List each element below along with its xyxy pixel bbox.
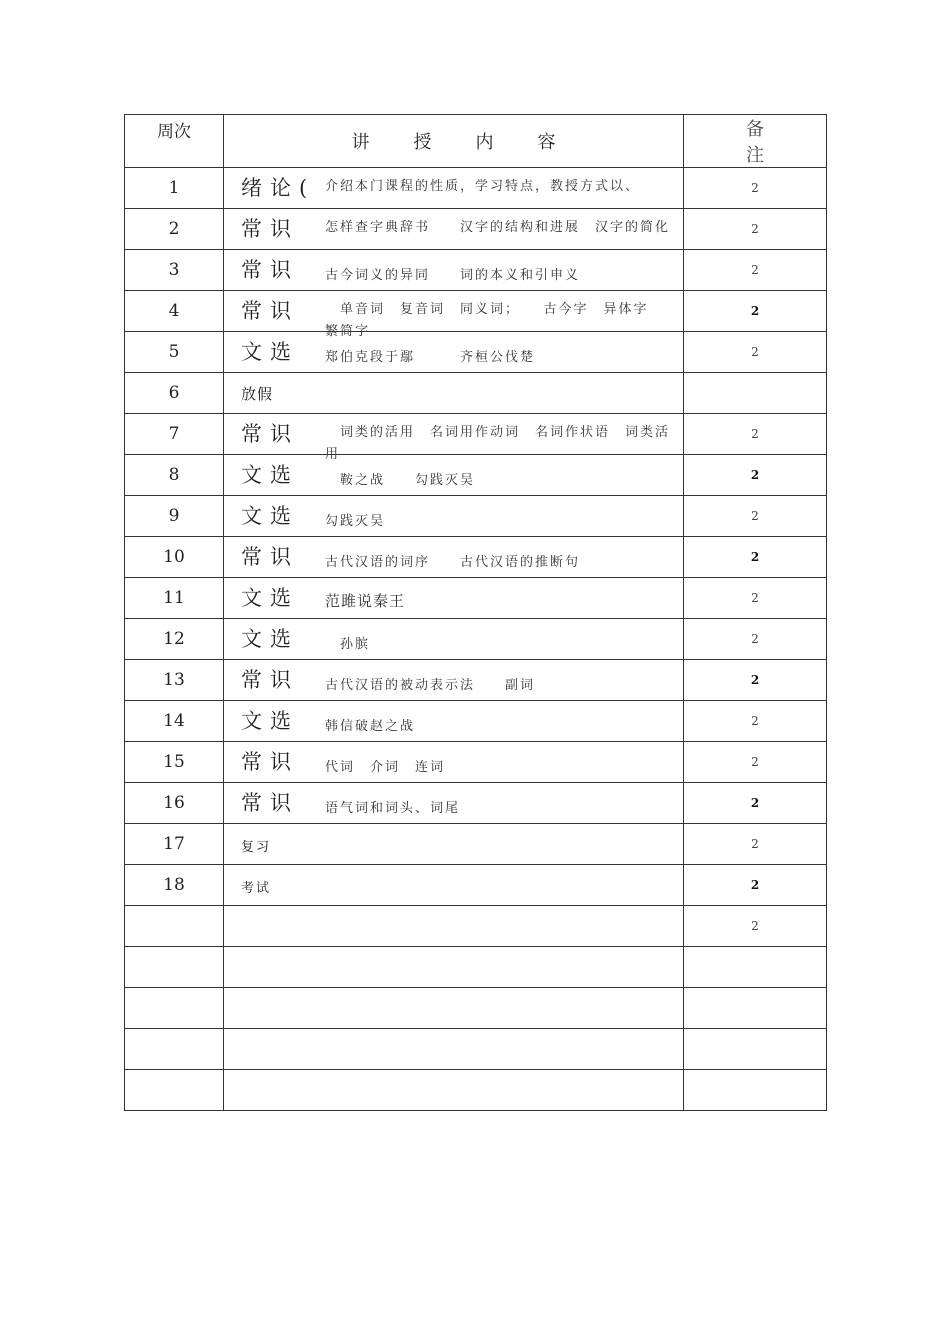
table-row bbox=[125, 660, 827, 701]
week-cell: 13 bbox=[125, 660, 224, 701]
category-label: 常识 bbox=[241, 258, 299, 282]
content-text: 放假 bbox=[241, 385, 274, 403]
content-text: 复习 bbox=[241, 840, 272, 855]
week-cell: 10 bbox=[125, 537, 224, 578]
note-cell: 2 bbox=[684, 660, 827, 701]
note-cell: 2 bbox=[684, 578, 827, 619]
topic-text: 古代汉语的词序 古代汉语的推断句 bbox=[325, 555, 581, 570]
category-label: 常识 bbox=[241, 791, 299, 815]
category-label: 绪论( bbox=[241, 176, 316, 200]
topic-text: 韩信破赵之战 bbox=[325, 719, 416, 734]
topic-text: 代词 介词 连词 bbox=[325, 760, 446, 775]
note-cell: 2 bbox=[684, 742, 827, 783]
week-cell: 17 bbox=[125, 824, 224, 865]
category-label: 文选 bbox=[241, 463, 299, 487]
content-cell bbox=[224, 455, 684, 496]
table-row bbox=[125, 1070, 827, 1111]
topic-text: 勾践灭吴 bbox=[325, 514, 386, 529]
week-cell bbox=[125, 906, 224, 947]
content-cell bbox=[224, 701, 684, 742]
week-cell bbox=[125, 1029, 224, 1070]
note-cell: 2 bbox=[684, 291, 827, 332]
table-row bbox=[125, 168, 827, 209]
table-row bbox=[125, 701, 827, 742]
content-cell bbox=[224, 824, 684, 865]
topic-text: 范雎说秦王 bbox=[325, 592, 406, 610]
table-row bbox=[125, 906, 827, 947]
content-cell bbox=[224, 988, 684, 1029]
week-cell: 2 bbox=[125, 209, 224, 250]
note-cell: 2 bbox=[684, 865, 827, 906]
note-cell: 2 bbox=[684, 537, 827, 578]
schedule-table bbox=[124, 114, 827, 1111]
table-row bbox=[125, 1029, 827, 1070]
topic-text: 鞍之战 勾践灭吴 bbox=[325, 473, 476, 488]
week-cell: 14 bbox=[125, 701, 224, 742]
note-cell: 2 bbox=[684, 619, 827, 660]
note-cell bbox=[684, 1070, 827, 1111]
week-cell: 4 bbox=[125, 291, 224, 332]
table-row bbox=[125, 455, 827, 496]
table-row bbox=[125, 496, 827, 537]
content-cell bbox=[224, 947, 684, 988]
week-cell: 7 bbox=[125, 414, 224, 455]
week-cell: 9 bbox=[125, 496, 224, 537]
table-row bbox=[125, 865, 827, 906]
header-content bbox=[224, 115, 684, 168]
header-week bbox=[125, 115, 224, 168]
content-cell bbox=[224, 209, 684, 250]
table-row bbox=[125, 414, 827, 455]
content-text: 考试 bbox=[241, 881, 272, 896]
week-cell: 3 bbox=[125, 250, 224, 291]
topic-text: 怎样查字典辞书 汉字的结构和进展 汉字的简化 bbox=[325, 220, 671, 235]
category-label: 常识 bbox=[241, 750, 299, 774]
content-cell bbox=[224, 414, 684, 462]
content-cell bbox=[224, 619, 684, 660]
content-cell bbox=[224, 291, 684, 339]
content-cell bbox=[224, 168, 684, 209]
content-cell bbox=[224, 496, 684, 537]
header-note-label: 备注 bbox=[746, 119, 818, 166]
header-row bbox=[125, 115, 827, 168]
table-row bbox=[125, 332, 827, 373]
table-row bbox=[125, 578, 827, 619]
table-row bbox=[125, 619, 827, 660]
content-cell bbox=[224, 373, 684, 414]
note-cell bbox=[684, 373, 827, 414]
note-cell: 2 bbox=[684, 209, 827, 250]
schedule-body bbox=[125, 168, 827, 1111]
content-cell bbox=[224, 537, 684, 578]
table-row bbox=[125, 988, 827, 1029]
topic-text: 古今词义的异同 词的本义和引申义 bbox=[325, 268, 581, 283]
week-cell: 15 bbox=[125, 742, 224, 783]
topic-text: 孙膑 bbox=[325, 637, 371, 652]
category-label: 文选 bbox=[241, 709, 299, 733]
topic-text: 单音词 复音词 同义词； 古今字 异体字 繁简字 bbox=[325, 302, 664, 339]
note-cell: 2 bbox=[684, 414, 827, 455]
content-cell bbox=[224, 783, 684, 824]
category-label: 文选 bbox=[241, 586, 299, 610]
table-row bbox=[125, 209, 827, 250]
note-cell: 2 bbox=[684, 168, 827, 209]
category-label: 常识 bbox=[241, 217, 299, 241]
content-cell bbox=[224, 1029, 684, 1070]
header-week-label: 周次 bbox=[157, 122, 191, 142]
content-cell bbox=[224, 865, 684, 906]
topic-text: 介绍本门课程的性质，学习特点，教授方式以、 bbox=[325, 179, 641, 194]
note-cell: 2 bbox=[684, 332, 827, 373]
week-cell: 8 bbox=[125, 455, 224, 496]
table-row bbox=[125, 250, 827, 291]
table-row bbox=[125, 537, 827, 578]
note-cell: 2 bbox=[684, 824, 827, 865]
category-label: 常识 bbox=[241, 422, 299, 446]
week-cell: 1 bbox=[125, 168, 224, 209]
content-cell bbox=[224, 578, 684, 619]
table-row bbox=[125, 947, 827, 988]
note-cell bbox=[684, 947, 827, 988]
content-cell bbox=[224, 906, 684, 947]
note-cell bbox=[684, 1029, 827, 1070]
week-cell: 11 bbox=[125, 578, 224, 619]
week-cell: 16 bbox=[125, 783, 224, 824]
topic-text: 古代汉语的被动表示法 副词 bbox=[325, 678, 536, 693]
note-cell: 2 bbox=[684, 455, 827, 496]
week-cell: 5 bbox=[125, 332, 224, 373]
category-label: 文选 bbox=[241, 627, 299, 651]
category-label: 文选 bbox=[241, 340, 299, 364]
note-cell: 2 bbox=[684, 701, 827, 742]
category-label: 文选 bbox=[241, 504, 299, 528]
header-content-label: 讲授内容 bbox=[351, 132, 600, 153]
topic-text: 语气词和词头、词尾 bbox=[325, 801, 461, 816]
week-cell bbox=[125, 1070, 224, 1111]
week-cell bbox=[125, 947, 224, 988]
week-cell bbox=[125, 988, 224, 1029]
header-note bbox=[684, 115, 827, 168]
table-row bbox=[125, 291, 827, 332]
content-cell bbox=[224, 250, 684, 291]
content-cell bbox=[224, 742, 684, 783]
week-cell: 18 bbox=[125, 865, 224, 906]
content-cell bbox=[224, 1070, 684, 1111]
category-label: 常识 bbox=[241, 545, 299, 569]
category-label: 常识 bbox=[241, 668, 299, 692]
table-row bbox=[125, 824, 827, 865]
topic-text: 郑伯克段于鄢 齐桓公伐楚 bbox=[325, 350, 536, 365]
table-row bbox=[125, 373, 827, 414]
topic-text: 词类的活用 名词用作动词 名词作状语 词类活用 bbox=[325, 425, 671, 462]
table-row bbox=[125, 783, 827, 824]
table-row bbox=[125, 742, 827, 783]
content-cell bbox=[224, 660, 684, 701]
note-cell: 2 bbox=[684, 783, 827, 824]
note-cell: 2 bbox=[684, 906, 827, 947]
category-label: 常识 bbox=[241, 299, 299, 323]
note-cell: 2 bbox=[684, 250, 827, 291]
content-cell bbox=[224, 332, 684, 373]
note-cell bbox=[684, 988, 827, 1029]
week-cell: 6 bbox=[125, 373, 224, 414]
week-cell: 12 bbox=[125, 619, 224, 660]
note-cell: 2 bbox=[684, 496, 827, 537]
